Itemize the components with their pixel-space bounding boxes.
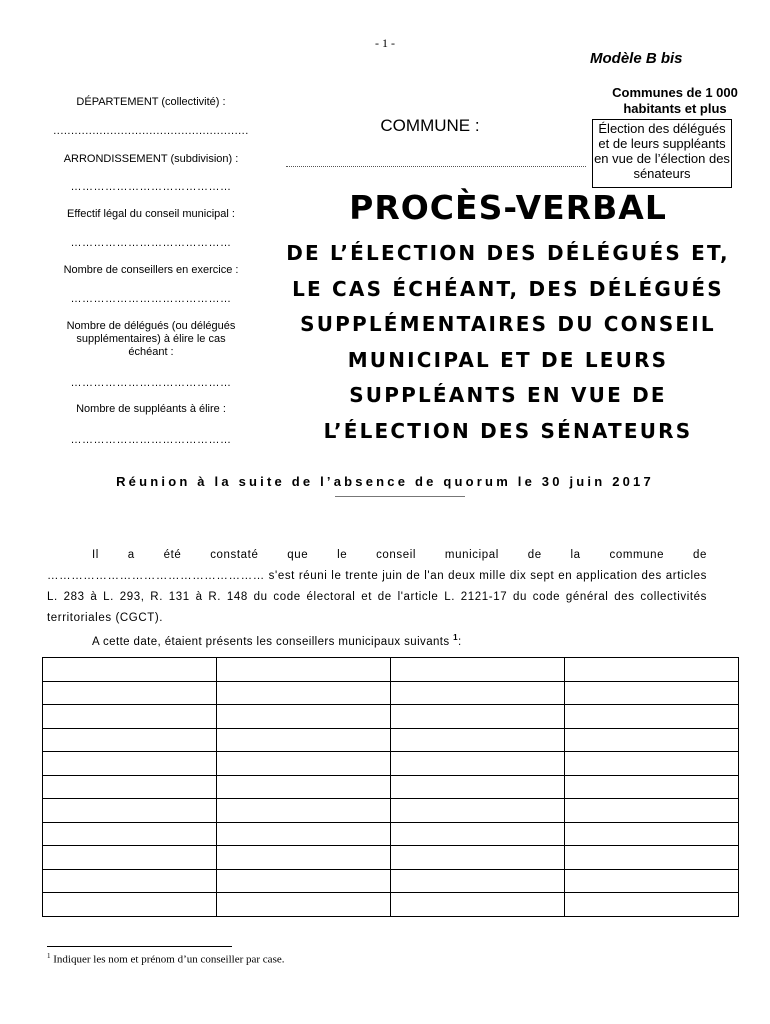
member-cell[interactable] (565, 681, 739, 705)
table-row (43, 775, 739, 799)
member-cell[interactable] (391, 846, 565, 870)
member-cell[interactable] (391, 752, 565, 776)
member-cell[interactable] (391, 728, 565, 752)
member-cell[interactable] (565, 822, 739, 846)
suppleants-field[interactable]: …………………………………… (70, 434, 232, 446)
model-label: Modèle B bis (590, 50, 683, 67)
delegues-field[interactable]: …………………………………… (70, 377, 232, 389)
conseillers-exercice-label: Nombre de conseillers en exercice : (63, 264, 239, 276)
present-text: A cette date, étaient présents les conseillers municipaux suivants (92, 635, 450, 648)
arrondissement-label: ARRONDISSEMENT (subdivision) : (63, 153, 239, 165)
commune-field[interactable] (286, 162, 586, 167)
subtitle-line: DE L’ÉLECTION DES DÉLÉGUÉS ET, (286, 241, 730, 265)
commune-label: COMMUNE : (380, 116, 480, 135)
body-paragraph (47, 545, 707, 629)
subtitle-line: LE CAS ÉCHÉANT, DES DÉLÉGUÉS (292, 276, 724, 301)
member-cell[interactable] (217, 728, 391, 752)
departement-label: DÉPARTEMENT (collectivité) : (76, 96, 226, 108)
document-title: PROCÈS-VERBAL (349, 188, 667, 227)
page-number: - 1 - (375, 36, 395, 50)
member-cell[interactable] (217, 658, 391, 682)
member-cell[interactable] (43, 799, 217, 823)
member-cell[interactable] (217, 752, 391, 776)
member-cell[interactable] (217, 775, 391, 799)
member-cell[interactable] (43, 752, 217, 776)
member-cell[interactable] (217, 869, 391, 893)
departement-field[interactable]: ....................................................... (53, 125, 249, 137)
member-cell[interactable] (565, 846, 739, 870)
member-cell[interactable] (217, 846, 391, 870)
table-row (43, 705, 739, 729)
member-cell[interactable] (217, 681, 391, 705)
subtitle-line: L’ÉLECTION DES SÉNATEURS (323, 418, 693, 443)
footnote (47, 952, 284, 966)
present-colon: : (458, 635, 462, 648)
member-cell[interactable] (43, 705, 217, 729)
member-cell[interactable] (391, 869, 565, 893)
subtitle-line: SUPPLÉMENTAIRES DU CONSEIL (300, 312, 716, 336)
body-first-line: Il a été constaté que le conseil municipal de la commune de (92, 549, 707, 561)
communes-size-label: Communes de 1 000 habitants et plus (612, 85, 738, 116)
present-members-text (92, 633, 462, 648)
footnote-ref: 1 (453, 633, 458, 642)
table-row (43, 799, 739, 823)
member-cell[interactable] (565, 799, 739, 823)
members-table (42, 657, 739, 917)
member-cell[interactable] (565, 658, 739, 682)
member-cell[interactable] (391, 705, 565, 729)
member-cell[interactable] (217, 893, 391, 917)
member-cell[interactable] (565, 752, 739, 776)
member-cell[interactable] (43, 822, 217, 846)
heading-underline (335, 496, 465, 497)
table-row (43, 658, 739, 682)
member-cell[interactable] (43, 869, 217, 893)
member-cell[interactable] (43, 681, 217, 705)
member-cell[interactable] (391, 799, 565, 823)
subtitle-line: MUNICIPAL ET DE LEURS (347, 347, 669, 372)
effectif-legal-label: Effectif légal du conseil municipal : (67, 208, 235, 220)
table-row (43, 681, 739, 705)
member-cell[interactable] (391, 822, 565, 846)
arrondissement-field[interactable]: …………………………………… (70, 181, 232, 193)
table-row (43, 752, 739, 776)
footnote-number: 1 (47, 952, 51, 960)
footnote-separator (47, 946, 232, 947)
effectif-legal-field[interactable]: …………………………………… (70, 237, 232, 249)
member-cell[interactable] (43, 775, 217, 799)
footnote-text: Indiquer les nom et prénom d’un conseiller par case. (53, 953, 285, 966)
member-cell[interactable] (565, 775, 739, 799)
meeting-heading: Réunion à la suite de l’absence de quorum le 30 juin 2017 (116, 474, 654, 489)
member-cell[interactable] (391, 893, 565, 917)
member-cell[interactable] (43, 728, 217, 752)
table-row (43, 893, 739, 917)
election-purpose-box: Élection des délégués et de leurs suppléants en vue de l’élection des sénateurs (592, 119, 732, 188)
conseillers-exercice-field[interactable]: …………………………………… (70, 293, 232, 305)
subtitle-line: SUPPLÉANTS EN VUE DE (349, 383, 667, 407)
member-cell[interactable] (43, 893, 217, 917)
member-cell[interactable] (43, 658, 217, 682)
member-cell[interactable] (565, 869, 739, 893)
member-cell[interactable] (217, 822, 391, 846)
member-cell[interactable] (565, 893, 739, 917)
table-row (43, 728, 739, 752)
table-row (43, 846, 739, 870)
member-cell[interactable] (391, 681, 565, 705)
table-row (43, 869, 739, 893)
member-cell[interactable] (43, 846, 217, 870)
document-subtitle (258, 236, 758, 449)
member-cell[interactable] (217, 799, 391, 823)
member-cell[interactable] (391, 775, 565, 799)
suppleants-label: Nombre de suppléants à élire : (76, 403, 226, 415)
body-rest: ……………………………………………… s'est réuni le trente juin de l'an deux mille dix sept en application des articles L. 283 à L. 293, R. 131 à R. 148 du code électoral et de l'article L. 2121-17 du code général des collectivités territoriales (CGCT). (47, 570, 707, 624)
members-table-body (43, 658, 739, 917)
delegues-label: Nombre de délégués (ou délégués supplémentaires) à élire le cas échéant : (66, 320, 236, 358)
member-cell[interactable] (565, 728, 739, 752)
member-cell[interactable] (391, 658, 565, 682)
member-cell[interactable] (565, 705, 739, 729)
table-row (43, 822, 739, 846)
member-cell[interactable] (217, 705, 391, 729)
